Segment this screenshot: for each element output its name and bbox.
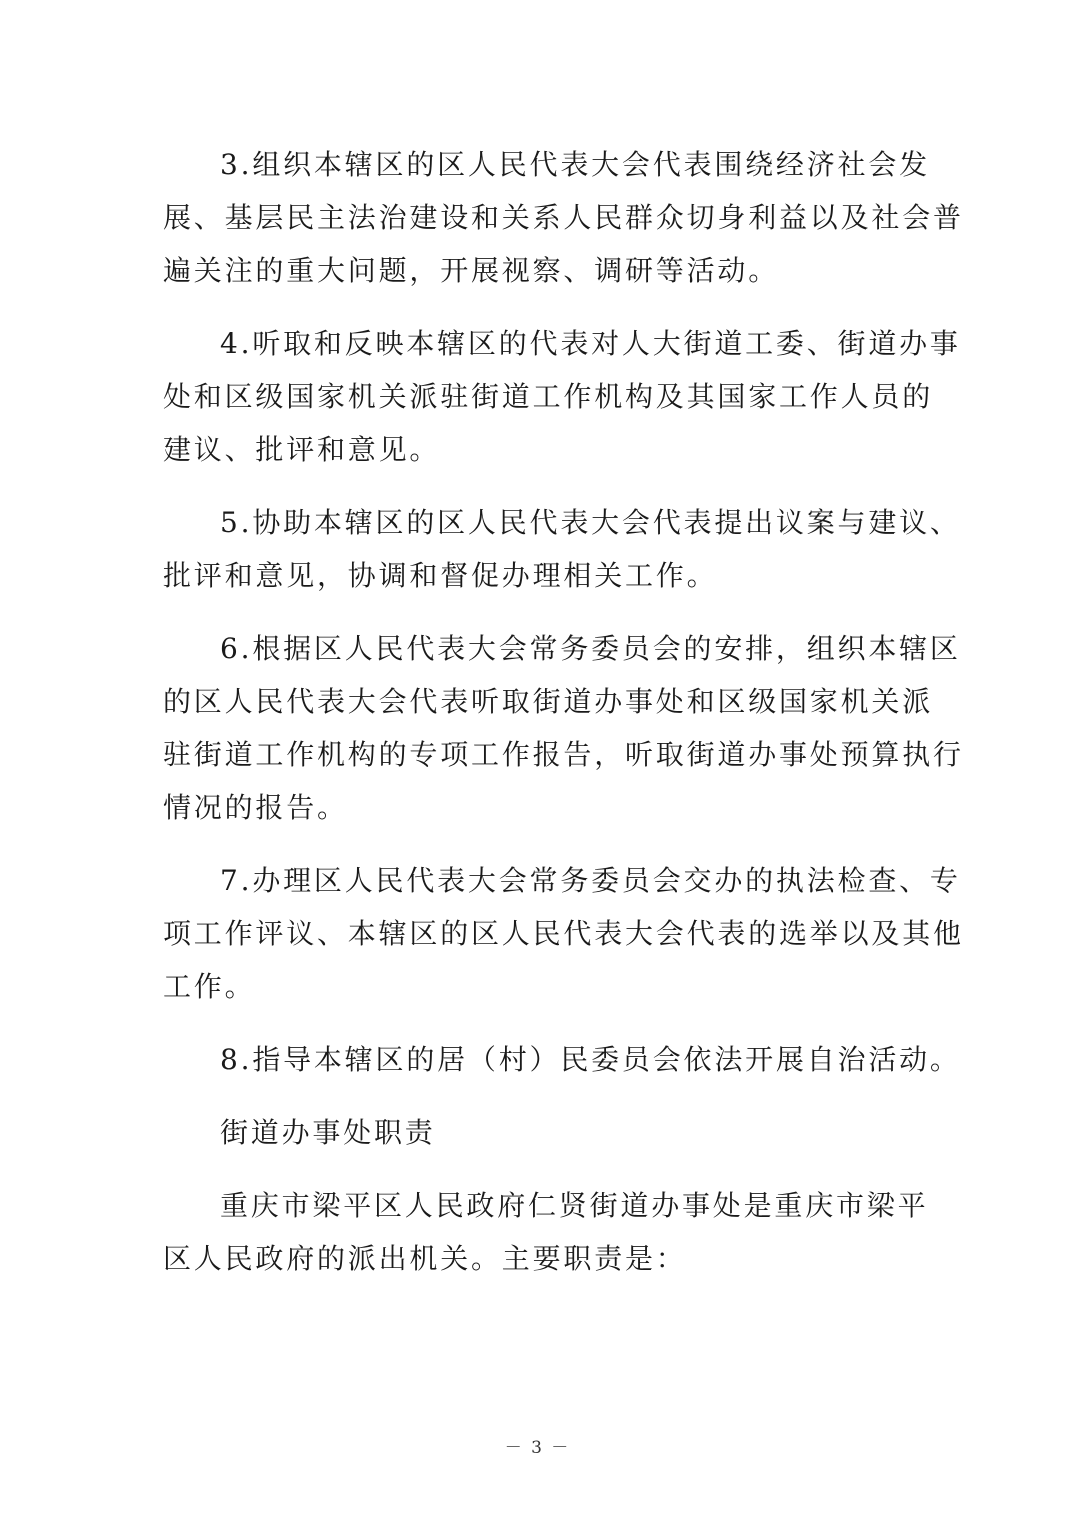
paragraph-item-4	[163, 317, 961, 476]
paragraph-item-7	[163, 854, 964, 1013]
text-line: 情况的报告。	[163, 791, 348, 824]
text-line: 区人民政府的派出机关。主要职责是：	[163, 1242, 687, 1275]
page-content	[163, 138, 964, 1305]
intro-paragraph	[163, 1179, 929, 1285]
section-heading-text: 街道办事处职责	[220, 1116, 436, 1149]
text-line: 遍关注的重大问题，开展视察、调研等活动。	[163, 254, 780, 287]
text-line: 3.组织本辖区的区人民代表大会代表围绕经济社会发	[220, 148, 930, 181]
text-line: 重庆市梁平区人民政府仁贤街道办事处是重庆市梁平	[220, 1189, 929, 1222]
text-line: 6.根据区人民代表大会常务委员会的安排，组织本辖区	[220, 632, 961, 665]
text-line: 驻街道工作机构的专项工作报告，听取街道办事处预算执行	[163, 738, 964, 771]
text-line: 处和区级国家机关派驻街道工作机构及其国家工作人员的	[163, 380, 934, 413]
text-line: 4.听取和反映本辖区的代表对人大街道工委、街道办事	[220, 327, 961, 360]
paragraph-item-5	[163, 496, 961, 602]
text-line: 批评和意见，协调和督促办理相关工作。	[163, 559, 718, 592]
text-line: 展、基层民主法治建设和关系人民群众切身利益以及社会普	[163, 201, 964, 234]
text-line: 8.指导本辖区的居（村）民委员会依法开展自治活动。	[220, 1043, 961, 1076]
text-line: 的区人民代表大会代表听取街道办事处和区级国家机关派	[163, 685, 934, 718]
text-line: 7.办理区人民代表大会常务委员会交办的执法检查、专	[220, 864, 961, 897]
text-line: 5.协助本辖区的区人民代表大会代表提出议案与建议、	[220, 506, 961, 539]
text-line: 建议、批评和意见。	[163, 433, 441, 466]
section-heading	[163, 1106, 915, 1159]
page-number: － 3 －	[504, 1438, 571, 1458]
text-line: 工作。	[163, 970, 256, 1003]
paragraph-item-3	[163, 138, 964, 297]
paragraph-item-8	[163, 1033, 961, 1086]
text-line: 项工作评议、本辖区的区人民代表大会代表的选举以及其他	[163, 917, 964, 950]
paragraph-item-6	[163, 622, 964, 834]
